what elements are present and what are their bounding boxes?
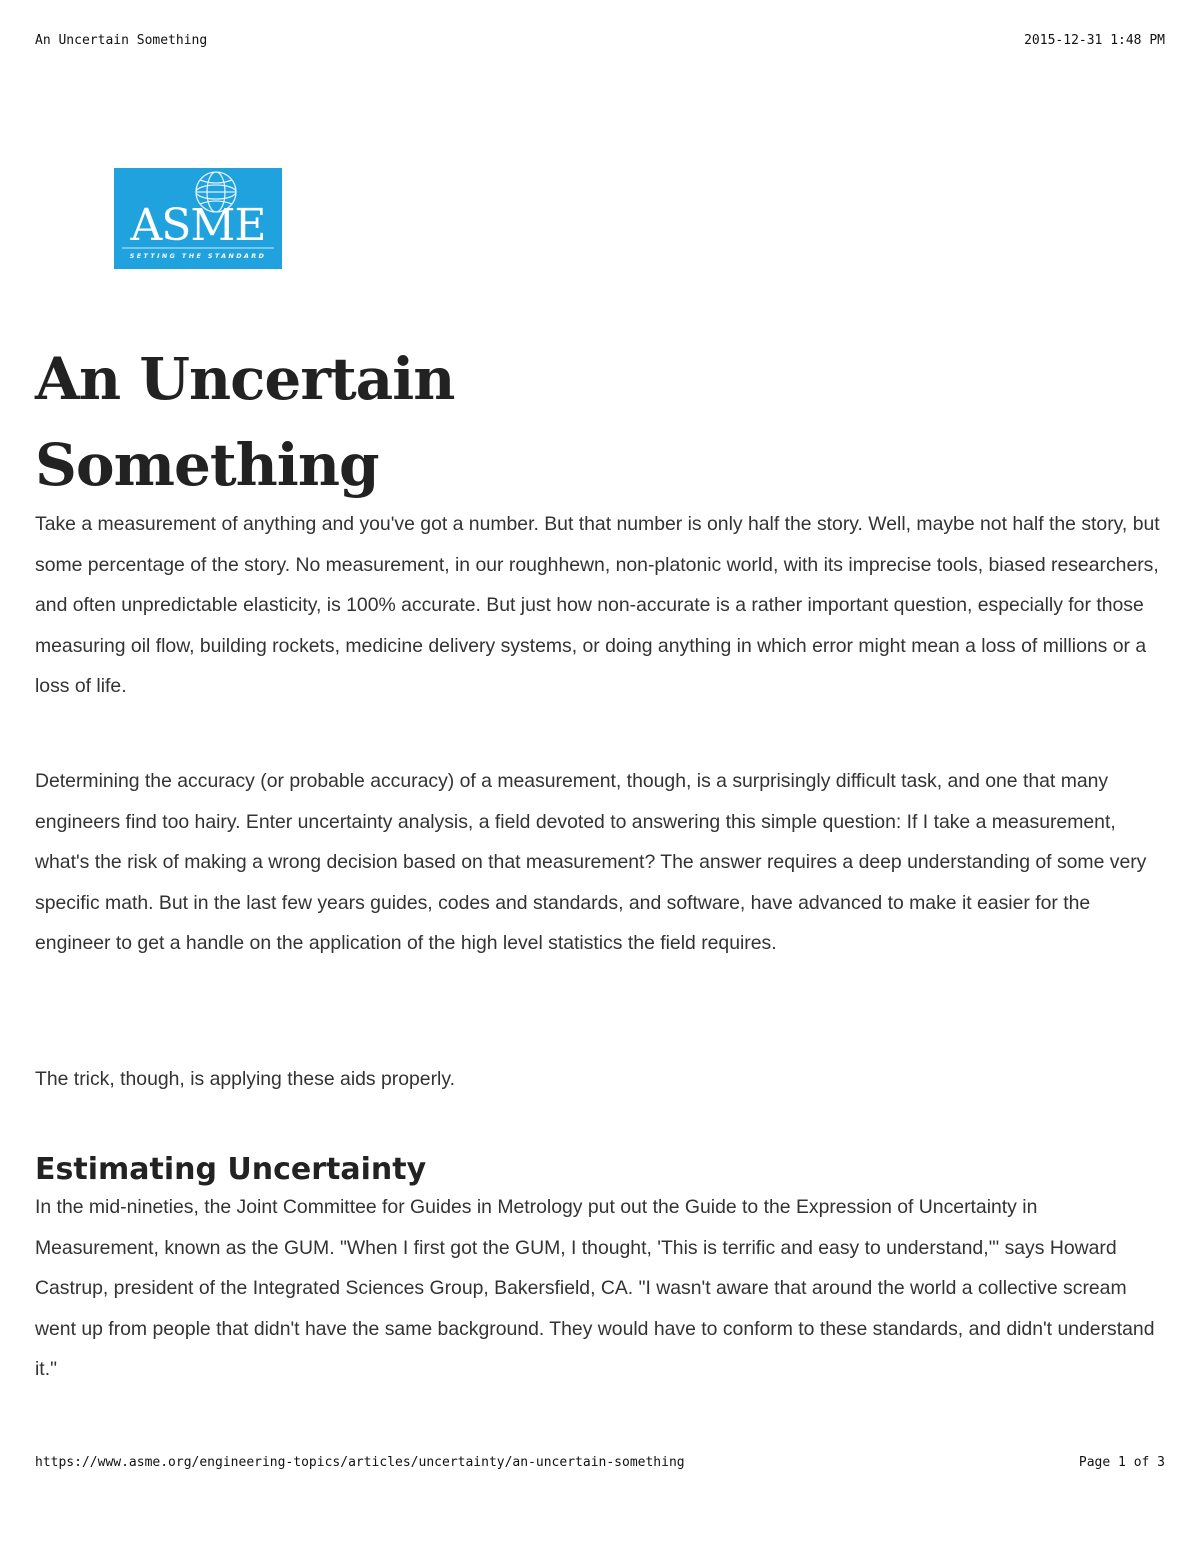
section-heading: Estimating Uncertainty	[35, 1152, 427, 1187]
article-paragraph-2: Determining the accuracy (or probable accuracy) of a measurement, though, is a surprisingly difficult task, and one that many engineers find too hairy. Enter uncertainty analysis, a field devoted to answering this simple question: If I take a measurement, what's the risk of making a wrong decision based on that measurement? The answer requires a deep understanding of some very specific math. But in the last few years guides, codes and standards, and software, have advanced to make it easier for the engineer to get a handle on the application of the high level statistics the field requires.	[35, 770, 1147, 955]
article-paragraph-1: Take a measurement of anything and you've got a number. But that number is only half the story. Well, maybe not half the story, but some percentage of the story. No measurement, in our roughhewn, non-platonic world, with its imprecise tools, biased researchers, and often unpredictable elasticity, is 100% accurate. But just how non-accurate is a rather important question, especially for those measuring oil flow, building rockets, medicine delivery systems, or doing anything in which error might mean a loss of millions or a loss of life.	[35, 513, 1160, 698]
print-footer	[35, 1455, 1165, 1470]
asme-logo[interactable]	[114, 168, 282, 269]
page-number: Page 1 of 3	[1078, 1455, 1165, 1470]
section-paragraph: In the mid-nineties, the Joint Committee for Guides in Metrology put out the Guide to the Expression of Uncertainty in Measurement, known as the GUM. "When I first got the GUM, I thought, 'This is terrific and easy to understand,'" says Howard Castrup, president of the Integrated Sciences Group, Bakersfield, CA. "I wasn't aware that around the world a collective scream went up from people that didn't have the same background. They would have to conform to these standards, and didn't understand it."	[35, 1196, 1155, 1381]
article-paragraph-3: The trick, though, is applying these aids properly.	[35, 1068, 455, 1090]
print-header-timestamp: 2015-12-31 1:48 PM	[1024, 33, 1165, 48]
logo-wordmark: ASME	[130, 200, 266, 251]
print-header-title: An Uncertain Something	[35, 33, 208, 48]
article-title: An Uncertain Something	[35, 345, 455, 499]
asme-logo-graphic	[114, 168, 282, 269]
page-url: https://www.asme.org/engineering-topics/articles/uncertainty/an-uncertain-something	[35, 1455, 685, 1470]
logo-tagline: SETTING THE STANDARD	[129, 252, 267, 260]
print-header	[35, 33, 1165, 48]
